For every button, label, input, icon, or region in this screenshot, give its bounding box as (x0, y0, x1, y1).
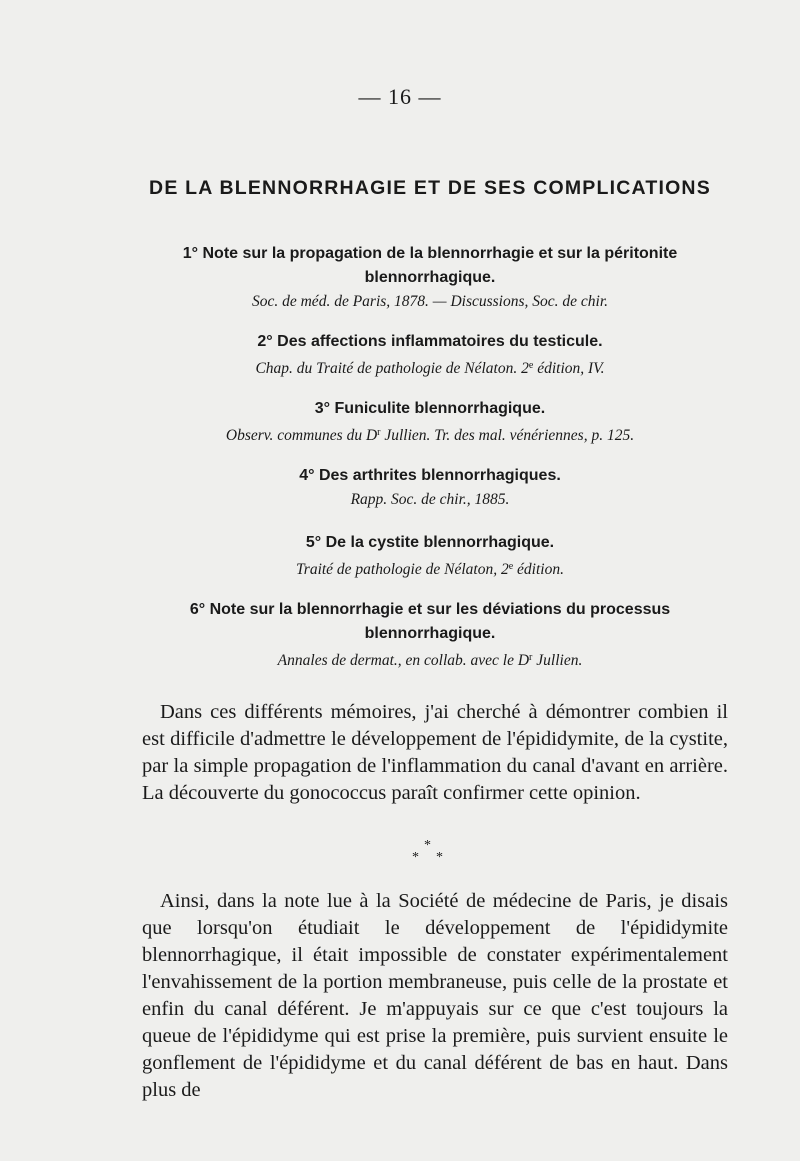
entry-heading-line: 1° Note sur la propagation de la blennorrhagie et sur la péritonite (182, 245, 678, 262)
entry-heading (0, 598, 800, 646)
entry-reference: Traité de pathologie de Nélaton, 2e édition. (296, 561, 564, 578)
separator-star: * (412, 850, 419, 865)
section-title: DE LA BLENNORRHAGIE ET DE SES COMPLICATIONS (149, 177, 711, 199)
section-separator (410, 840, 460, 870)
entry-reference: Chap. du Traité de pathologie de Nélaton. 2e édition, IV. (255, 360, 605, 377)
publication-entry-2 (0, 330, 800, 380)
publication-entry-3 (0, 397, 800, 447)
body-paragraph-2 (142, 888, 728, 1104)
entry-heading (0, 242, 800, 290)
entry-heading (0, 531, 800, 555)
publication-entry-1 (0, 242, 800, 313)
entry-reference: Annales de dermat., en collab. avec le $D^r$ Jullien. (277, 652, 583, 669)
publication-entry-6 (0, 598, 800, 672)
entry-heading (0, 464, 800, 488)
entry-heading-line: 6° Note sur la blennorrhagie et sur les déviations du processus (189, 601, 671, 618)
entry-heading-line: blennorrhagique. (364, 269, 496, 286)
entry-heading-line: 2° Des affections inflammatoires du testicule. (257, 333, 603, 350)
entry-heading-line: 3° Funiculite blennorrhagique. (314, 400, 546, 417)
entry-heading (0, 330, 800, 354)
separator-star: * (436, 850, 443, 865)
publication-entry-5 (0, 531, 800, 581)
entry-heading (0, 397, 800, 421)
body-paragraph-1 (142, 699, 728, 807)
page-number: — 16 — (358, 84, 442, 109)
entry-heading-line: 4° Des arthrites blennorrhagiques. (299, 467, 561, 484)
entry-heading-line: 5° De la cystite blennorrhagique. (305, 534, 555, 551)
separator-star: * (424, 838, 431, 853)
paragraph-text: Ainsi, dans la note lue à la Société de médecine de Paris, je disais que lorsqu'on étudiait le développement de l'épididymite blennorrhagique, il était impossible de constater expérimentalement l'envahissement de la portion membraneuse, puis celle de la prostate et enfin du canal déférent. Je m'appuyais sur ce que c'est toujours la queue de l'épididyme qui est prise la première, puis survient ensuite le gonflement de l'épididyme et du canal déférent de bas en haut. Dans plus de (142, 890, 728, 1101)
paragraph-text: Dans ces différents mémoires, j'ai cherché à démontrer combien il est difficile d'admettre le développement de l'épididymite, de la cystite, par la simple propagation de l'inflammation du canal d'avant en arrière. La découverte du gonococcus paraît confirmer cette opinion. (142, 701, 728, 804)
entry-reference: Soc. de méd. de Paris, 1878. — Discussions, Soc. de chir. (251, 293, 609, 310)
entry-reference: Rapp. Soc. de chir., 1885. (350, 491, 510, 508)
entry-reference: Observ. communes du $D^r$ Jullien. Tr. des mal. vénériennes, p. 125. (225, 427, 635, 444)
entry-heading-line: blennorrhagique. (364, 625, 496, 642)
publication-entry-4 (0, 464, 800, 511)
